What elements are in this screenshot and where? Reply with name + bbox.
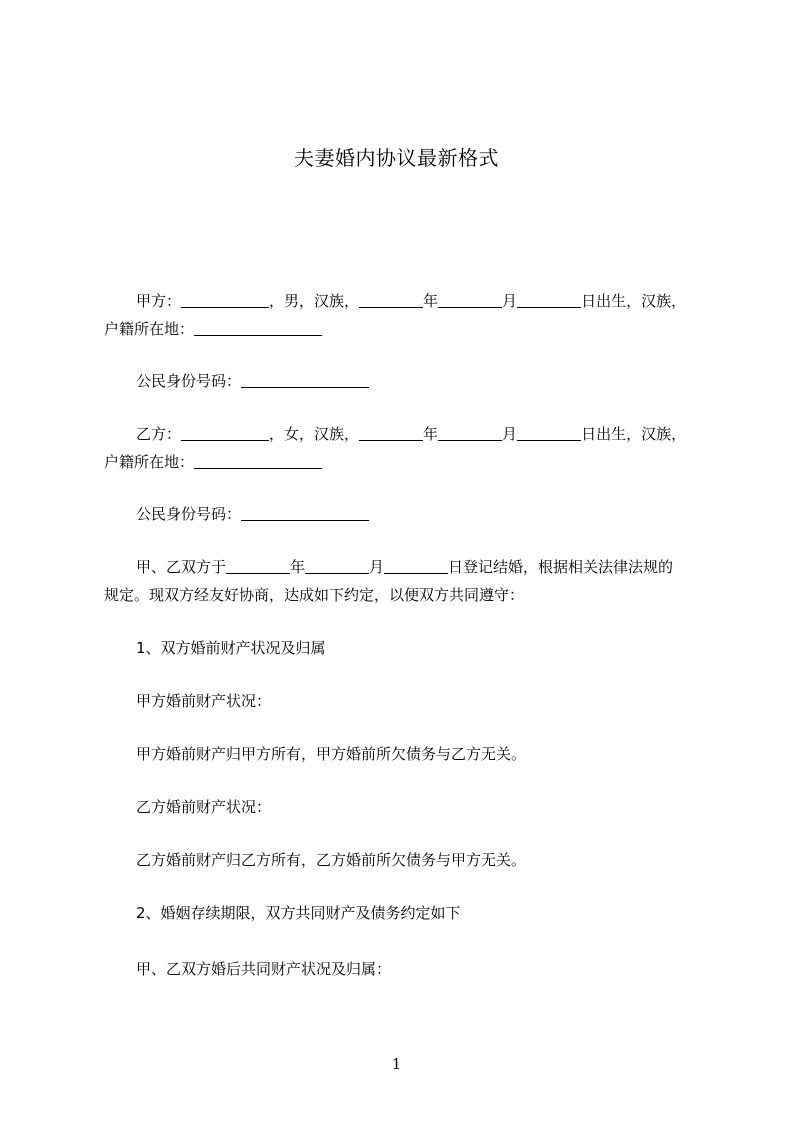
joint-property-label: 甲、乙双方婚后共同财产状况及归属： [136,960,392,978]
party-a-gender-ethnicity: ，男，汉族， [269,292,360,310]
party-b-label: 乙方： [136,425,182,443]
section-2-paragraph [104,899,704,927]
marriage-month-label: 月 [369,558,385,576]
party-a-year-label: 年 [423,292,439,310]
marriage-prefix: 甲、乙双方于 [136,558,227,576]
party-b-household-blank [194,452,322,469]
party-a-name-blank [181,291,269,308]
party-b-household-label: 户籍所在地： [104,453,195,471]
party-b-id-blank [241,504,369,521]
party-b-birth-suffix: 日出生，汉族， [581,425,687,443]
section-1-paragraph [104,634,704,662]
party-a-birth-suffix: 日出生，汉族， [581,292,687,310]
a-premarital-label: 甲方婚前财产状况： [136,692,272,710]
b-premarital-text: 乙方婚前财产归乙方所有，乙方婚前所欠债务与甲方无关。 [136,851,527,869]
party-a-paragraph [104,287,704,343]
party-b-id-paragraph [104,500,704,528]
party-a-line-1 [104,287,704,315]
party-b-gender-ethnicity: ，女，汉族， [269,425,360,443]
a-premarital-text: 甲方婚前财产归甲方所有，甲方婚前所欠债务与乙方无关。 [136,745,527,763]
page-number: 1 [391,1055,402,1073]
b-premarital-label: 乙方婚前财产状况： [136,798,272,816]
party-b-month-blank [438,424,502,441]
party-a-id-line [104,367,704,395]
party-b-year-label: 年 [423,425,439,443]
party-a-id-paragraph [104,367,704,395]
party-a-household-blank [194,319,322,336]
party-b-name-blank [181,424,269,441]
section-1-heading: 1、双方婚前财产状况及归属 [136,639,326,657]
b-premarital-label-paragraph [104,793,704,821]
document-title: 夫妻婚内协议最新格式 [294,146,499,170]
marriage-day-blank [384,557,448,574]
b-premarital-text-paragraph [104,846,704,874]
party-a-year-blank [359,291,423,308]
party-a-id-label: 公民身份号码： [136,372,242,390]
party-a-line-2 [104,315,704,343]
joint-property-paragraph [104,955,704,983]
party-b-paragraph [104,420,704,476]
party-a-day-blank [517,291,581,308]
marriage-month-blank [305,557,369,574]
marriage-day-suffix: 日登记结婚，根据相关法律法规的 [448,558,674,576]
party-b-line-1 [104,420,704,448]
marriage-line-1 [104,553,704,581]
party-b-day-blank [517,424,581,441]
party-b-id-label: 公民身份号码： [136,505,242,523]
party-a-household-label: 户籍所在地： [104,320,195,338]
marriage-line-2: 规定。现双方经友好协商，达成如下约定，以便双方共同遵守： [104,586,525,604]
party-a-id-blank [241,371,369,388]
party-a-month-blank [438,291,502,308]
marriage-year-blank [226,557,290,574]
marriage-paragraph [104,553,704,609]
party-b-year-blank [359,424,423,441]
party-b-month-label: 月 [502,425,518,443]
party-b-id-line [104,500,704,528]
party-a-month-label: 月 [502,292,518,310]
party-a-label: 甲方： [136,292,182,310]
section-2-heading: 2、婚姻存续期限，双方共同财产及债务约定如下 [136,904,461,922]
a-premarital-text-paragraph [104,740,704,768]
a-premarital-label-paragraph [104,687,704,715]
marriage-year-label: 年 [290,558,306,576]
party-b-line-2 [104,448,704,476]
